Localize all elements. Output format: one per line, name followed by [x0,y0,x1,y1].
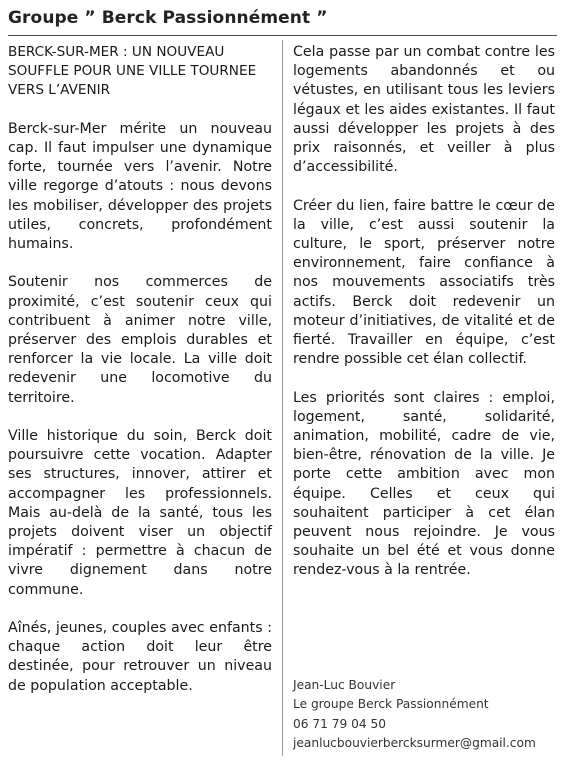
paragraph: Cela passe par un combat contre les logements abandonnés et ou vétustes, en utilisant tous les leviers légaux et les aides existantes. Il faut aussi développer les projets à des prix raisonnés, et veiller à plus d’accessibilité. [293,44,555,176]
column-divider [282,40,283,756]
page-header [8,6,557,36]
left-column [8,43,272,715]
paragraph: Créer du lien, faire battre le cœur de la ville, c’est aussi soutenir la culture, le sport, préserver notre environnement, faire confiance à nos mouvements associatifs très actifs. Berck doit redevenir un moteur d’initiatives, de vitalité et de fierté. Travailler en équipe, c’est rendre possible cet élan collectif. [293,197,555,368]
paragraph: Aînés, jeunes, couples avec enfants : chaque action doit leur être destinée, pour retrouver un niveau de population acceptable. [8,620,272,694]
phone-number: 06 71 79 04 50 [293,716,387,731]
email-address: jeanlucbouvierbercksurmer@gmail.com [293,736,536,751]
paragraph: Soutenir nos commerces de proximité, c’est soutenir ceux qui contribuent à animer notre ville, préserver des emplois durables et renforcer la vie locale. La ville doit redevenir une locomotive du territoire. [8,274,272,406]
paragraph: Berck-sur-Mer mérite un nouveau cap. Il faut impulser une dynamique forte, tournée vers l’avenir. Notre ville regorge d’atouts : nous devons les mobiliser, développer des projets utiles, concrets, profondément humains. [8,120,272,253]
author-name: Jean-Luc Bouvier [293,678,396,692]
group-name: Le groupe Berck Passionnément [293,697,489,712]
page-title: Groupe ” Berck Passionnément ” [8,8,328,28]
signature-block [293,676,555,754]
right-column [293,43,555,600]
article-title: BERCK-SUR-MER : UN NOUVEAU SOUFFLE POUR UNE VILLE TOURNEE VERS L’AVENIR [8,44,257,99]
paragraph: Ville historique du soin, Berck doit poursuivre cette vocation. Adapter ses structures, innover, attirer et accompagner les professionnels. Mais au-delà de la santé, tous les projets doivent viser un objectif impératif : permettre à chacun de vivre dignement dans notre commune. [8,428,272,598]
paragraph: Les priorités sont claires : emploi, logement, santé, solidarité, animation, mobilité, cadre de vie, bien-être, rénovation de la ville. Je porte cette ambition avec mon équipe. Celles et ceux qui souhaitent participer à cet élan peuvent nous rejoindre. Je vous souhaite un bel été et vous donne rendez-vous à la rentrée. [293,389,555,579]
